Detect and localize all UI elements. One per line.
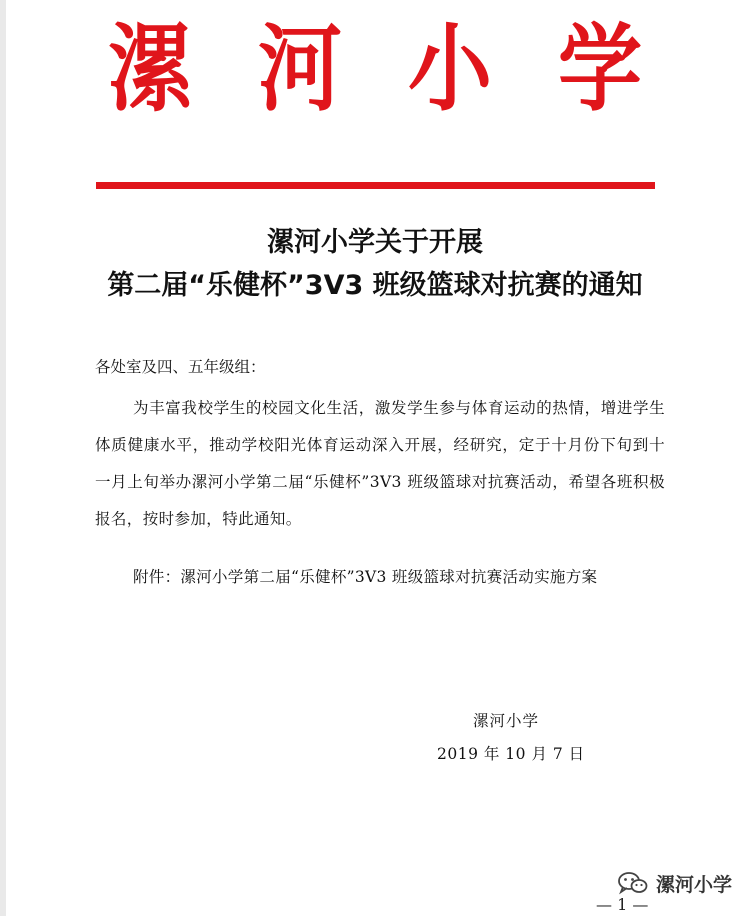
salutation: 各处室及四、五年级组： [95, 358, 266, 376]
attachment-note: 附件：漯河小学第二届“乐健杯”3V3 班级篮球对抗赛活动实施方案 [133, 568, 598, 586]
document-title-line2: 第二届“乐健杯”3V3 班级篮球对抗赛的通知 [107, 270, 643, 301]
document-title-line1: 漯河小学关于开展 [267, 227, 483, 258]
wechat-icon [618, 871, 648, 895]
page-edge [0, 0, 6, 916]
page-number: — 1 — [596, 895, 649, 914]
masthead-char: 漯 [107, 14, 192, 124]
masthead-char: 小 [407, 14, 492, 124]
body-paragraph: 为丰富我校学生的校园文化生活，激发学生参与体育运动的热情，增进学生体质健康水平，推动学校阳光体育运动深入开展，经研究，定于十月份下旬到十一月上旬举办漯河小学第二届“乐健杯”3V3 班级篮球对抗赛活动，希望各班积极报名，按时参加，特此通知。 [95, 399, 665, 528]
masthead-char: 学 [557, 14, 642, 124]
issue-date: 2019 年 10 月 7 日 [437, 745, 585, 763]
signature: 漯河小学 [473, 712, 540, 730]
masthead [95, 14, 655, 124]
watermark-label: 漯河小学 [656, 873, 733, 896]
masthead-char: 河 [257, 14, 342, 124]
wechat-watermark [618, 870, 732, 896]
red-divider [96, 182, 655, 189]
